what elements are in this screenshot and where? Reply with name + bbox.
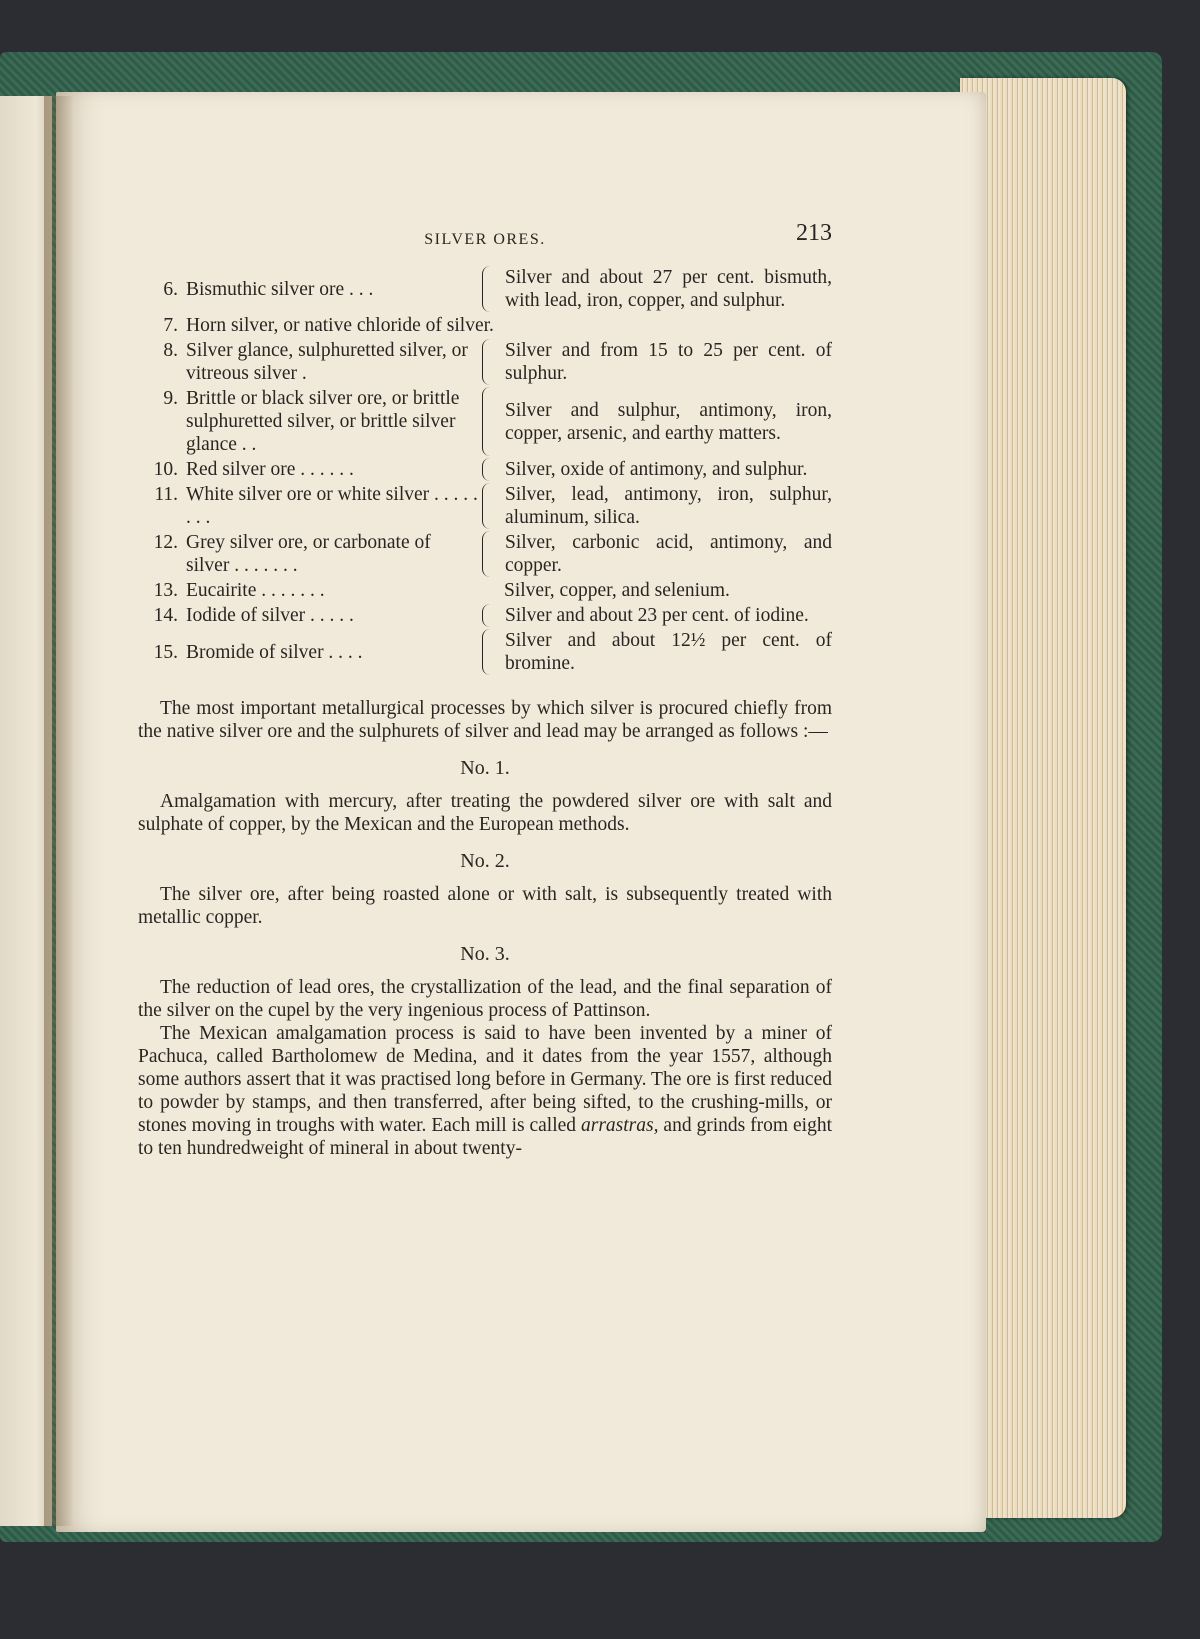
ore-number: 7. [163, 315, 178, 336]
section-paragraph: Amalgamation with mercury, after treating the powdered silver ore with salt and sulphate of copper, by the Mexican and the European methods. [138, 791, 832, 835]
ore-row [138, 604, 832, 627]
page-header [138, 222, 832, 266]
section-paragraph: The silver ore, after being roasted alone or with salt, is subsequently treated with metallic copper. [138, 884, 832, 928]
section-heading: No. 2. [460, 850, 510, 872]
ore-table [138, 266, 832, 675]
ore-number: 15. [153, 641, 178, 663]
ore-composition: Silver, copper, and selenium. [504, 580, 730, 601]
ore-number: 10. [153, 459, 178, 480]
ore-number: 8. [163, 340, 178, 361]
intro-paragraph: The most important metallurgical processes by which silver is procured chiefly from the native silver ore and the sulphurets of silver and lead may be arranged as follows :— [138, 698, 832, 742]
section-heading: No. 1. [460, 757, 510, 779]
brace-icon [482, 458, 499, 481]
brace-icon [482, 266, 499, 312]
ore-name: Silver glance, sulphuretted silver, or vitreous silver . [186, 340, 468, 384]
ore-composition: Silver and about 27 per cent. bismuth, with lead, iron, copper, and sulphur. [505, 267, 832, 311]
running-head: SILVER ORES. [424, 231, 546, 248]
ore-name: Horn silver, or native chloride of silver. [186, 315, 494, 336]
ore-name: Eucairite . . . . . . . [186, 580, 325, 601]
brace-icon [482, 629, 499, 675]
ore-name: Bromide of silver . . . . [186, 641, 363, 663]
ore-row [138, 314, 832, 337]
ore-composition: Silver, lead, antimony, iron, sulphur, aluminum, silica. [505, 484, 832, 528]
book-gutter [44, 96, 74, 1526]
section-heading: No. 3. [460, 943, 510, 965]
closing-text: The Mexican amalgamation process is said to have been invented by a miner of Pachuca, called Bartholomew de Medina, and it dates from the year 1557, although some authors assert that it was practised long before in Germany. The ore is first reduced to powder by stamps, and then transferred, after being sifted, to the crushing-mills, or stones moving in troughs with water. Each mill is called [138, 1023, 832, 1136]
ore-name: Bismuthic silver ore . . . [186, 278, 374, 300]
spacer [482, 579, 498, 602]
ore-number: 11. [154, 484, 178, 505]
ore-composition: Silver and sulphur, antimony, iron, copper, arsenic, and earthy matters. [505, 399, 832, 444]
ore-number: 6. [163, 278, 178, 300]
ore-name: Grey silver ore, or carbonate of silver . . . . . . . [186, 532, 431, 576]
section-paragraph: The reduction of lead ores, the crystallization of the lead, and the final separation of the silver on the cupel by the very ingenious process of Pattinson. [138, 977, 832, 1021]
closing-text-end: and grinds from eight to ten hundredweight of mineral in about twenty- [138, 1115, 832, 1159]
page-number: 213 [796, 220, 832, 246]
ore-composition: Silver and about 23 per cent. of iodine. [505, 605, 809, 626]
page-content [138, 222, 832, 1160]
ore-number: 9. [163, 388, 178, 409]
ore-name: Brittle or black silver ore, or brittle sulphuretted silver, or brittle silver glance . . [186, 388, 460, 455]
ore-number: 14. [153, 605, 178, 626]
closing-paragraph [138, 1022, 832, 1160]
ore-row [138, 483, 832, 529]
ore-row [138, 458, 832, 481]
ore-row [138, 387, 832, 456]
ore-name: White silver ore or white silver . . . . . . . . [186, 484, 478, 528]
ore-number: 12. [153, 532, 178, 553]
ore-composition: Silver, carbonic acid, antimony, and copper. [505, 532, 832, 576]
brace-icon [482, 531, 499, 577]
ore-composition: Silver and about 12½ per cent. of bromine. [505, 630, 832, 674]
ore-row [138, 579, 832, 602]
ore-row [138, 629, 832, 675]
ore-name: Red silver ore . . . . . . [186, 459, 354, 480]
brace-icon [482, 604, 499, 627]
ore-composition: Silver, oxide of antimony, and sulphur. [505, 459, 808, 480]
ore-row [138, 266, 832, 312]
ore-row [138, 339, 832, 385]
brace-icon [482, 483, 499, 529]
ore-row [138, 531, 832, 577]
ore-name: Iodide of silver . . . . . [186, 605, 354, 626]
brace-icon [482, 387, 499, 456]
brace-icon [482, 339, 499, 385]
ore-composition: Silver and from 15 to 25 per cent. of sulphur. [505, 340, 832, 384]
ore-number: 13. [153, 580, 178, 601]
italic-term: arrastras, [580, 1115, 659, 1136]
